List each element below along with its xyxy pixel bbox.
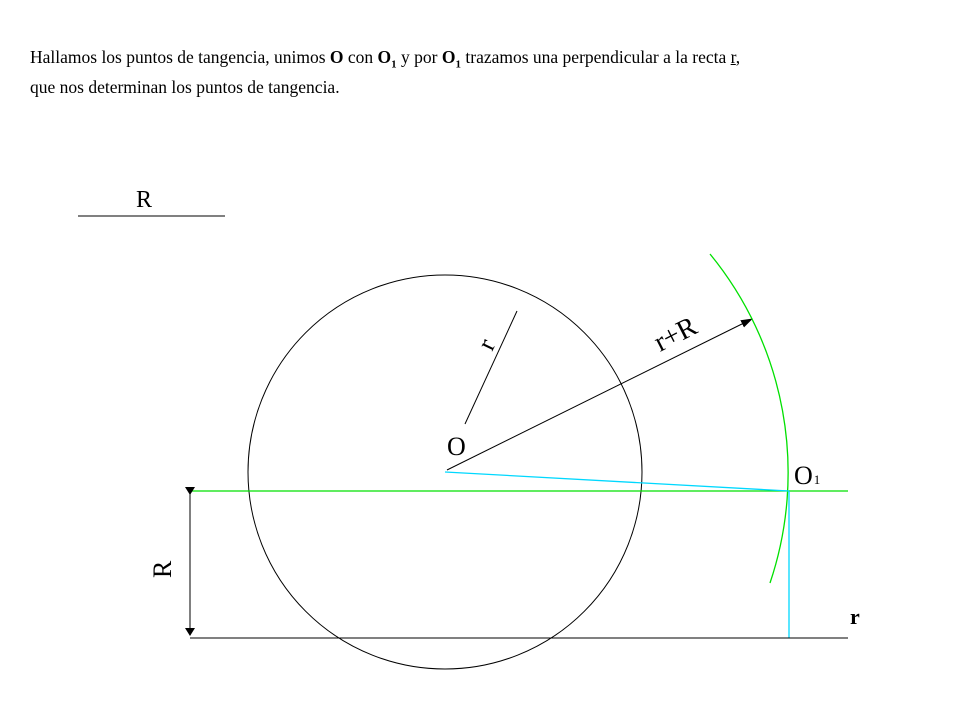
caption-text-1: Hallamos los puntos de tangencia, unimos	[30, 47, 330, 67]
caption-line-r: r	[730, 47, 736, 67]
r-plus-R-arrow	[447, 319, 752, 470]
label-r-plus-R: r+R	[649, 310, 703, 359]
label-center-O1: O1	[794, 461, 821, 490]
segment-O-O1	[445, 472, 789, 491]
caption-point-o1: $O_1$	[377, 47, 397, 71]
arc-r-plus-R	[710, 254, 788, 583]
caption-text-5: ,	[735, 47, 741, 67]
label-radius-R-reference: R	[136, 187, 153, 213]
caption-point-o1-second: $O_1$	[441, 47, 461, 71]
label-radius-r: r	[471, 334, 502, 355]
caption-point-o: O	[329, 47, 344, 67]
caption-text-2: con	[343, 47, 378, 67]
radius-r-line	[465, 311, 517, 424]
label-center-O: O	[447, 432, 466, 461]
label-line-r: r	[850, 604, 860, 629]
label-dimension-R: R	[148, 560, 177, 578]
caption-text-3: y por	[396, 47, 442, 67]
caption-line-2: que nos determinan los puntos de tangencia.	[30, 76, 340, 97]
caption-text-4: trazamos una perpendicular a la recta	[461, 47, 731, 67]
